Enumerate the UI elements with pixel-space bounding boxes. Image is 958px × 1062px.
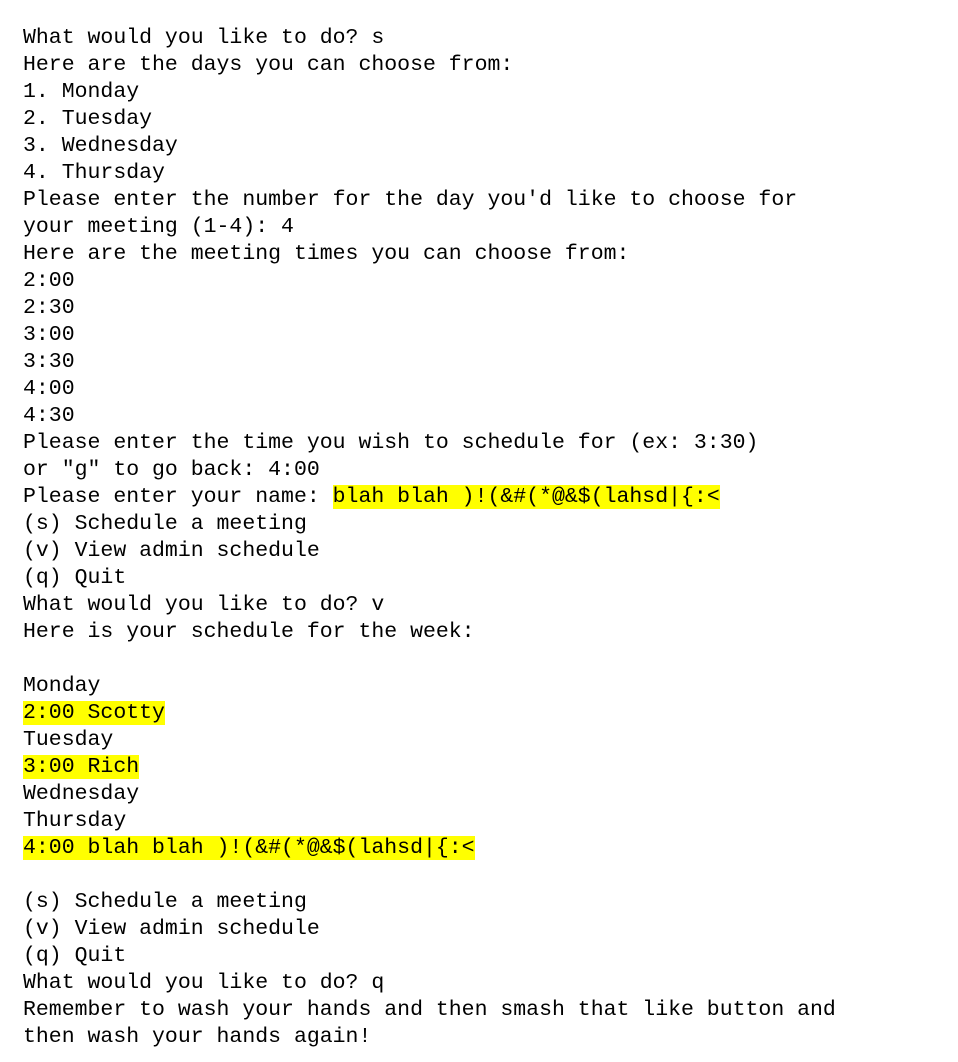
console-text: Here is your schedule for the week: (23, 620, 475, 644)
console-line (23, 484, 836, 511)
console-text: What would you like to do? q (23, 971, 385, 995)
console-line (23, 106, 836, 133)
console-text: 4:30 (23, 404, 75, 428)
console-line (23, 511, 836, 538)
console-line (23, 160, 836, 187)
console-line (23, 268, 836, 295)
console-text: (v) View admin schedule (23, 917, 320, 941)
highlighted-user-input: blah blah )!(&#(*@&$(lahsd|{:< (332, 485, 720, 509)
console-line (23, 727, 836, 754)
console-line (23, 79, 836, 106)
console-text: 4. Thursday (23, 161, 165, 185)
console-line (23, 187, 836, 214)
console-output (23, 25, 836, 1051)
console-line (23, 970, 836, 997)
console-line (23, 754, 836, 781)
console-line (23, 673, 836, 700)
console-text: Remember to wash your hands and then smash that like button and (23, 998, 836, 1022)
console-text: 1. Monday (23, 80, 140, 104)
console-text: or "g" to go back: 4:00 (23, 458, 320, 482)
console-line (23, 133, 836, 160)
console-text: your meeting (1-4): 4 (23, 215, 294, 239)
console-blank-line (23, 646, 836, 673)
console-line (23, 295, 836, 322)
console-text: What would you like to do? v (23, 593, 385, 617)
console-line (23, 808, 836, 835)
console-text: Please enter the time you wish to schedule for (ex: 3:30) (23, 431, 759, 455)
console-line (23, 457, 836, 484)
console-text: Please enter the number for the day you'd like to choose for (23, 188, 798, 212)
console-text: 3. Wednesday (23, 134, 178, 158)
console-text: then wash your hands again! (23, 1025, 372, 1049)
console-line (23, 943, 836, 970)
console-text: 4:00 (23, 377, 75, 401)
console-line (23, 565, 836, 592)
highlighted-schedule-entry: 3:00 Rich (23, 755, 140, 779)
console-text: (s) Schedule a meeting (23, 890, 307, 914)
console-text: 2:00 (23, 269, 75, 293)
console-line (23, 376, 836, 403)
console-line (23, 781, 836, 808)
console-line (23, 916, 836, 943)
highlighted-schedule-entry: 4:00 blah blah )!(&#(*@&$(lahsd|{:< (23, 836, 475, 860)
console-text: 3:00 (23, 323, 75, 347)
console-line (23, 25, 836, 52)
console-line (23, 835, 836, 862)
console-text: (q) Quit (23, 944, 127, 968)
highlighted-schedule-entry: 2:00 Scotty (23, 701, 165, 725)
console-line (23, 52, 836, 79)
console-line (23, 349, 836, 376)
console-text: 3:30 (23, 350, 75, 374)
console-line (23, 1024, 836, 1051)
console-blank-line (23, 862, 836, 889)
console-text: (q) Quit (23, 566, 127, 590)
console-text: 2:30 (23, 296, 75, 320)
console-line (23, 403, 836, 430)
console-line (23, 889, 836, 916)
console-text: Thursday (23, 809, 127, 833)
console-line (23, 619, 836, 646)
console-line (23, 700, 836, 727)
console-line (23, 592, 836, 619)
console-line (23, 241, 836, 268)
console-text: (v) View admin schedule (23, 539, 320, 563)
console-line (23, 430, 836, 457)
console-prompt: Please enter your name: (23, 485, 333, 509)
console-text: Monday (23, 674, 101, 698)
console-line (23, 214, 836, 241)
console-text: Wednesday (23, 782, 140, 806)
console-text: What would you like to do? s (23, 26, 385, 50)
console-line (23, 322, 836, 349)
console-text: Here are the days you can choose from: (23, 53, 514, 77)
console-text: Here are the meeting times you can choose from: (23, 242, 630, 266)
console-text: (s) Schedule a meeting (23, 512, 307, 536)
console-line (23, 538, 836, 565)
console-line (23, 997, 836, 1024)
console-text: Tuesday (23, 728, 114, 752)
console-text: 2. Tuesday (23, 107, 153, 131)
